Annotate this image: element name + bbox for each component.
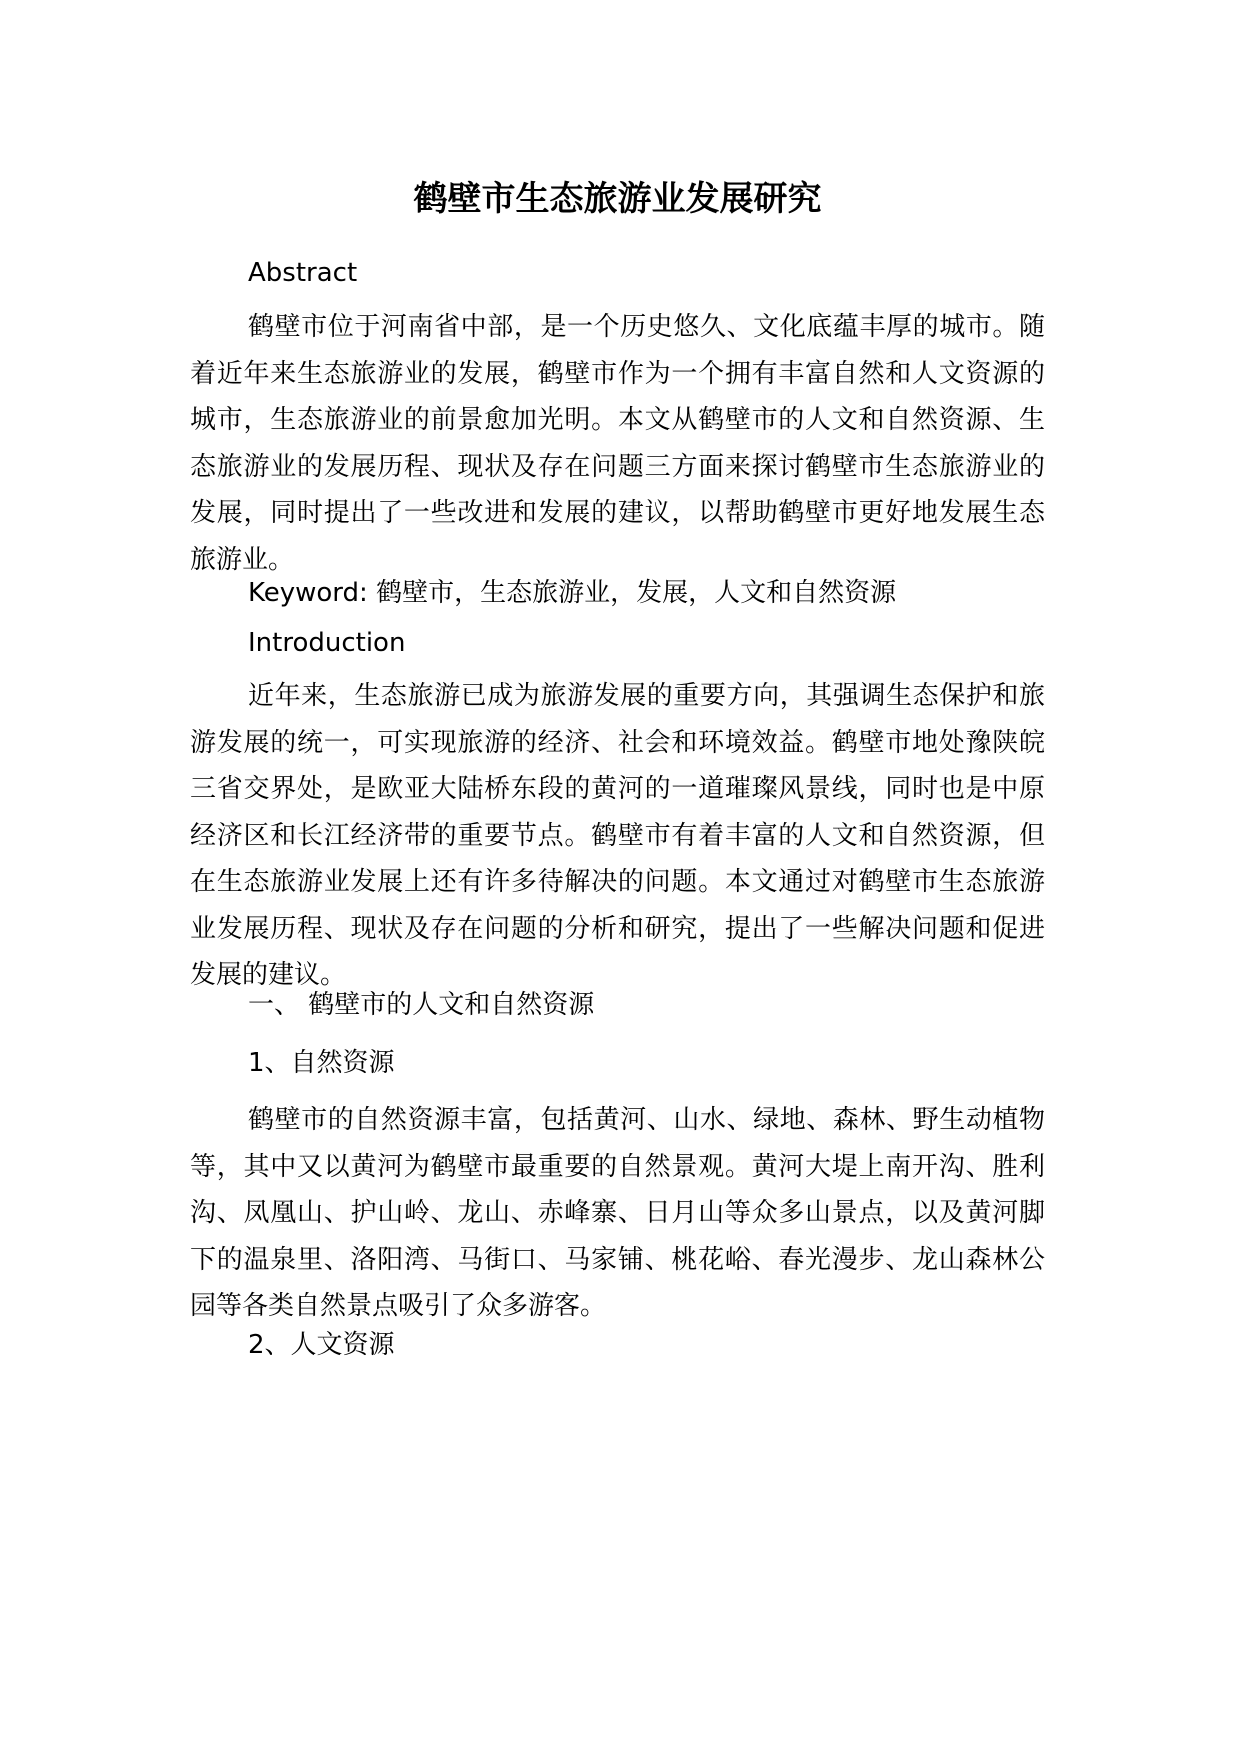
section-heading-1: 一、 鹤壁市的人文和自然资源 — [248, 990, 595, 1020]
introduction-heading: Introduction — [248, 628, 406, 658]
keywords-line: Keyword: 鹤壁市，生态旅游业，发展，人文和自然资源 — [248, 578, 897, 608]
abstract-paragraph: 鹤壁市位于河南省中部，是一个历史悠久、文化底蕴丰厚的城市。随着近年来生态旅游业的发展，鹤壁市作为一个拥有丰富自然和人文资源的城市，生态旅游业的前景愈加光明。本文从鹤壁市的人文和自然资源、生态旅游业的发展历程、现状及存在问题三方面来探讨鹤壁市生态旅游业的发展，同时提出了一些改进和发展的建议，以帮助鹤壁市更好地发展生态旅游业。 — [190, 312, 1045, 575]
abstract-heading: Abstract — [248, 258, 358, 288]
document-title: 鹤壁市生态旅游业发展研究 — [413, 179, 822, 219]
subsection-heading-2: 2、人文资源 — [248, 1330, 395, 1360]
subsection-heading-1: 1、自然资源 — [248, 1048, 395, 1078]
introduction-paragraph: 近年来，生态旅游已成为旅游发展的重要方向，其强调生态保护和旅游发展的统一，可实现旅游的经济、社会和环境效益。鹤壁市地处豫陕皖三省交界处，是欧亚大陆桥东段的黄河的一道璀璨风景线，同时也是中原经济区和长江经济带的重要节点。鹤壁市有着丰富的人文和自然资源，但在生态旅游业发展上还有许多待解决的问题。本文通过对鹤壁市生态旅游业发展历程、现状及存在问题的分析和研究，提出了一些解决问题和促进发展的建议。 — [190, 681, 1045, 990]
natural-resources-paragraph: 鹤壁市的自然资源丰富，包括黄河、山水、绿地、森林、野生动植物等，其中又以黄河为鹤壁市最重要的自然景观。黄河大堤上南开沟、胜利沟、凤凰山、护山岭、龙山、赤峰寨、日月山等众多山景点，以及黄河脚下的温泉里、洛阳湾、马街口、马家铺、桃花峪、春光漫步、龙山森林公园等各类自然景点吸引了众多游客。 — [190, 1105, 1045, 1321]
